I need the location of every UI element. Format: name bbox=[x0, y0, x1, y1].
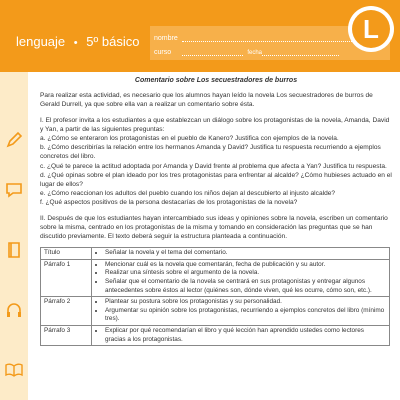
book-icon bbox=[4, 240, 24, 260]
row-label: Párrafo 1 bbox=[41, 259, 92, 296]
question-e: e. ¿Cómo reaccionan los adultos del pueblo cuando los niños dejan al descubierto al injusto alcalde? bbox=[40, 190, 336, 198]
subject-name: lenguaje bbox=[16, 34, 66, 49]
list-item: • Argumentar su opinión sobre los protagonistas, recurriendo a ejemplos concretos del libro (mínimo tres). bbox=[105, 307, 386, 324]
name-label: nombre bbox=[154, 35, 178, 42]
list-item: • Señalar que el comentario de la novela se centrará en sus protagonistas y entregar algunos antecedentes sobre éstos al lector (quiénes son, dónde viven, qué les ocurre, cómo son, etc.). bbox=[105, 278, 386, 295]
structure-table bbox=[40, 247, 390, 346]
headphones-icon bbox=[4, 300, 24, 320]
part1-instructions: I. El profesor invita a los estudiantes a que establezcan un diálogo sobre los protagonistas de la novela, Amanda, David y Yan, a partir de las siguientes preguntas: bbox=[40, 116, 390, 133]
grade-label: 5º básico bbox=[86, 34, 140, 49]
list-item: • Mencionar cuál es la novela que comentarán, fecha de publicación y su autor. bbox=[105, 261, 386, 270]
table-row bbox=[41, 297, 390, 326]
question-d: d. ¿Qué opinas sobre el plan ideado por los tres protagonistas para enfrentar al alcalde? ¿Cómo hubieses actuado en el lugar de ellos? bbox=[40, 171, 392, 189]
question-b: b. ¿Cómo describirías la relación entre los hermanos Amanda y David? Justifica tu respuesta recurriendo a ejemplos concretos del libro. bbox=[40, 144, 381, 161]
name-row bbox=[154, 30, 354, 42]
row-label: Título bbox=[41, 248, 92, 260]
subject-label bbox=[16, 34, 139, 49]
row-content bbox=[92, 326, 390, 346]
table-row bbox=[41, 259, 390, 296]
list-item: • Plantear su postura sobre los protagonistas y su personalidad. bbox=[105, 298, 386, 307]
row-content bbox=[92, 297, 390, 326]
question-f: f. ¿Qué aspectos positivos de la persona destacarías de los protagonistas de la novela? bbox=[40, 199, 298, 207]
question-list bbox=[40, 134, 392, 208]
row-label: Párrafo 2 bbox=[41, 297, 92, 326]
table-row bbox=[41, 248, 390, 260]
course-label: curso bbox=[154, 49, 172, 56]
list-item: • Explicar por qué recomendarían el libro y qué lección han aprendido ustedes como lectores gracias a los protagonistas. bbox=[105, 327, 386, 344]
list-item: • Realizar una síntesis sobre el argumento de la novela. bbox=[105, 269, 386, 278]
name-field[interactable] bbox=[182, 33, 354, 42]
part2-instructions: II. Después de que los estudiantes hayan intercambiado sus ideas y opiniones sobre la novela, escriben un comentario sobre la misma, centrado en los protagonistas de la misma y tomando en consideración las preguntas que se han discutido previamente. El texto deberá seguir la estructura planteada a continuación. bbox=[40, 214, 388, 241]
speech-bubble-icon bbox=[4, 180, 24, 200]
table-row bbox=[41, 326, 390, 346]
question-c: c. ¿Qué te parece la actitud adoptada por Amanda y David frente al problema que afecta a Yan? Justifica tu respuesta. bbox=[40, 162, 387, 170]
subject-logo bbox=[348, 6, 394, 52]
question-a: a. ¿Cómo se enteraron los protagonistas en el pueblo de Kanero? Justifica con ejemplos de la novela. bbox=[40, 135, 339, 143]
list-item: • Señalar la novela y el tema del comentario. bbox=[105, 249, 386, 258]
course-field[interactable] bbox=[182, 47, 243, 56]
row-label: Párrafo 3 bbox=[41, 326, 92, 346]
student-form bbox=[154, 30, 354, 58]
date-field[interactable] bbox=[262, 47, 339, 56]
subject-separator: • bbox=[73, 37, 78, 49]
worksheet-title: Comentario sobre Los secuestradores de burros bbox=[134, 77, 298, 84]
course-row bbox=[154, 44, 354, 56]
pencil-icon bbox=[4, 130, 24, 150]
sidebar bbox=[0, 72, 28, 400]
logo-letter: L bbox=[352, 10, 390, 48]
row-content bbox=[92, 259, 390, 296]
row-content bbox=[92, 248, 390, 260]
date-label: fecha bbox=[247, 50, 262, 56]
intro-paragraph: Para realizar esta actividad, es necesario que los alumnos hayan leído la novela Los secuestradores de burros de Gerald Durrell, ya que sobre ella van a realizar un comentario sobre ésta. bbox=[40, 92, 373, 109]
open-book-icon bbox=[4, 360, 24, 380]
page-header bbox=[0, 0, 400, 72]
worksheet-content bbox=[40, 76, 392, 346]
